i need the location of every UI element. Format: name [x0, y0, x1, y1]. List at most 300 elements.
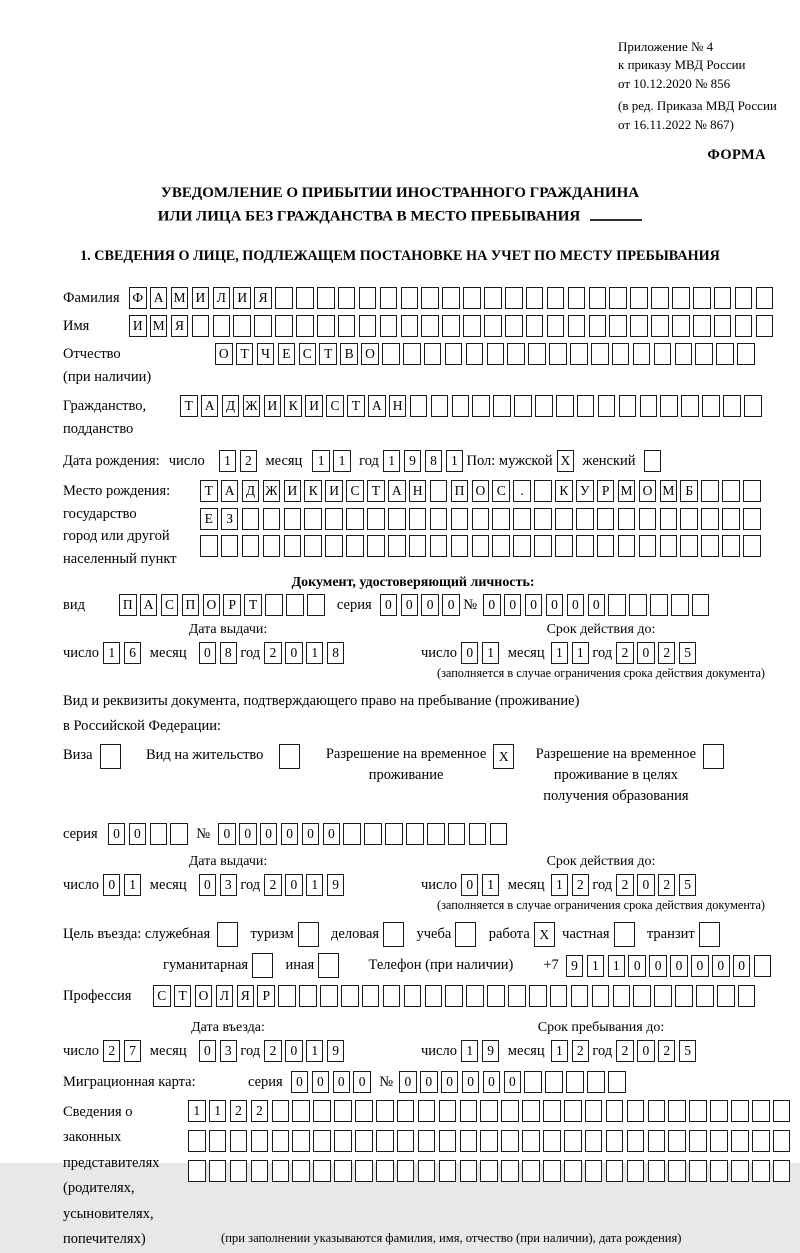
- char-cell[interactable]: [564, 1100, 582, 1122]
- char-cell[interactable]: Ф: [129, 287, 147, 309]
- char-cell[interactable]: [612, 343, 630, 365]
- sex-male-checkbox[interactable]: [557, 450, 578, 472]
- char-cell[interactable]: [317, 287, 335, 309]
- char-cell[interactable]: 1: [482, 642, 500, 664]
- char-cell[interactable]: [701, 535, 719, 557]
- char-cell[interactable]: [469, 823, 487, 845]
- char-cell[interactable]: [383, 985, 401, 1007]
- char-cell[interactable]: [630, 287, 648, 309]
- char-cell[interactable]: [564, 1160, 582, 1182]
- char-cell[interactable]: [452, 395, 470, 417]
- char-cell[interactable]: 1: [306, 874, 324, 896]
- char-cell[interactable]: [425, 985, 443, 1007]
- char-cell[interactable]: [608, 1071, 626, 1093]
- char-cell[interactable]: И: [233, 287, 251, 309]
- char-cell[interactable]: [472, 535, 490, 557]
- char-cell[interactable]: [505, 315, 523, 337]
- char-cell[interactable]: Н: [389, 395, 407, 417]
- char-cell[interactable]: [522, 1130, 540, 1152]
- char-cell[interactable]: X: [557, 450, 575, 472]
- visa-checkbox[interactable]: [100, 744, 124, 769]
- char-cell[interactable]: [382, 343, 400, 365]
- char-cell[interactable]: [150, 823, 168, 845]
- char-cell[interactable]: 0: [218, 823, 236, 845]
- char-cell[interactable]: [613, 985, 631, 1007]
- char-cell[interactable]: [639, 508, 657, 530]
- char-cell[interactable]: [380, 287, 398, 309]
- char-cell[interactable]: 0: [285, 874, 303, 896]
- char-cell[interactable]: [627, 1160, 645, 1182]
- char-cell[interactable]: 2: [264, 642, 282, 664]
- char-cell[interactable]: [299, 985, 317, 1007]
- char-cell[interactable]: Т: [367, 480, 385, 502]
- char-cell[interactable]: [556, 395, 574, 417]
- char-cell[interactable]: [564, 1130, 582, 1152]
- char-cell[interactable]: Т: [174, 985, 192, 1007]
- char-cell[interactable]: 0: [461, 642, 479, 664]
- char-cell[interactable]: О: [203, 594, 221, 616]
- char-cell[interactable]: 0: [567, 594, 585, 616]
- char-cell[interactable]: Е: [200, 508, 218, 530]
- char-cell[interactable]: [619, 395, 637, 417]
- char-cell[interactable]: [606, 1160, 624, 1182]
- char-cell[interactable]: 9: [566, 955, 584, 977]
- char-cell[interactable]: [376, 1100, 394, 1122]
- char-cell[interactable]: [343, 823, 361, 845]
- char-cell[interactable]: А: [201, 395, 219, 417]
- char-cell[interactable]: [292, 1160, 310, 1182]
- char-cell[interactable]: З: [221, 508, 239, 530]
- char-cell[interactable]: [529, 985, 547, 1007]
- char-cell[interactable]: [550, 985, 568, 1007]
- char-cell[interactable]: [242, 535, 260, 557]
- char-cell[interactable]: [338, 287, 356, 309]
- purpose-other-checkbox[interactable]: [318, 953, 342, 978]
- char-cell[interactable]: [752, 1130, 770, 1152]
- char-cell[interactable]: [535, 395, 553, 417]
- char-cell[interactable]: [279, 744, 300, 769]
- char-cell[interactable]: [716, 343, 734, 365]
- char-cell[interactable]: 0: [546, 594, 564, 616]
- char-cell[interactable]: 0: [420, 1071, 438, 1093]
- char-cell[interactable]: [522, 1160, 540, 1182]
- char-cell[interactable]: [513, 508, 531, 530]
- char-cell[interactable]: [589, 287, 607, 309]
- char-cell[interactable]: [200, 535, 218, 557]
- char-cell[interactable]: [355, 1130, 373, 1152]
- char-cell[interactable]: [534, 480, 552, 502]
- char-cell[interactable]: 0: [421, 594, 439, 616]
- char-cell[interactable]: [501, 1130, 519, 1152]
- char-cell[interactable]: [221, 535, 239, 557]
- char-cell[interactable]: [484, 315, 502, 337]
- char-cell[interactable]: [585, 1160, 603, 1182]
- char-cell[interactable]: [418, 1100, 436, 1122]
- char-cell[interactable]: Р: [597, 480, 615, 502]
- char-cell[interactable]: О: [639, 480, 657, 502]
- char-cell[interactable]: [591, 343, 609, 365]
- char-cell[interactable]: [487, 343, 505, 365]
- char-cell[interactable]: 0: [380, 594, 398, 616]
- char-cell[interactable]: И: [284, 480, 302, 502]
- char-cell[interactable]: [409, 508, 427, 530]
- char-cell[interactable]: [668, 1130, 686, 1152]
- char-cell[interactable]: [614, 922, 635, 947]
- char-cell[interactable]: [752, 1100, 770, 1122]
- char-cell[interactable]: [513, 535, 531, 557]
- char-cell[interactable]: [424, 343, 442, 365]
- char-cell[interactable]: [480, 1130, 498, 1152]
- char-cell[interactable]: 0: [461, 874, 479, 896]
- char-cell[interactable]: [334, 1160, 352, 1182]
- char-cell[interactable]: О: [215, 343, 233, 365]
- char-cell[interactable]: [660, 395, 678, 417]
- char-cell[interactable]: [522, 1100, 540, 1122]
- char-cell[interactable]: М: [660, 480, 678, 502]
- char-cell[interactable]: [460, 1100, 478, 1122]
- char-cell[interactable]: [618, 535, 636, 557]
- char-cell[interactable]: [296, 287, 314, 309]
- char-cell[interactable]: [388, 535, 406, 557]
- char-cell[interactable]: [430, 535, 448, 557]
- char-cell[interactable]: 0: [637, 1040, 655, 1062]
- char-cell[interactable]: 0: [239, 823, 257, 845]
- char-cell[interactable]: [418, 1130, 436, 1152]
- char-cell[interactable]: [549, 343, 567, 365]
- char-cell[interactable]: П: [182, 594, 200, 616]
- char-cell[interactable]: [439, 1130, 457, 1152]
- char-cell[interactable]: [230, 1160, 248, 1182]
- purpose-humanitarian-checkbox[interactable]: [252, 953, 276, 978]
- char-cell[interactable]: Я: [237, 985, 255, 1007]
- char-cell[interactable]: А: [388, 480, 406, 502]
- char-cell[interactable]: [304, 535, 322, 557]
- char-cell[interactable]: 1: [333, 450, 351, 472]
- char-cell[interactable]: [284, 535, 302, 557]
- char-cell[interactable]: И: [325, 480, 343, 502]
- char-cell[interactable]: [710, 1160, 728, 1182]
- char-cell[interactable]: В: [340, 343, 358, 365]
- char-cell[interactable]: 0: [291, 1071, 309, 1093]
- char-cell[interactable]: [298, 922, 319, 947]
- char-cell[interactable]: [696, 985, 714, 1007]
- char-cell[interactable]: [714, 315, 732, 337]
- char-cell[interactable]: [188, 1160, 206, 1182]
- char-cell[interactable]: [403, 343, 421, 365]
- char-cell[interactable]: Р: [223, 594, 241, 616]
- char-cell[interactable]: [460, 1130, 478, 1152]
- char-cell[interactable]: 0: [525, 594, 543, 616]
- char-cell[interactable]: [644, 450, 662, 472]
- char-cell[interactable]: [292, 1100, 310, 1122]
- char-cell[interactable]: [362, 985, 380, 1007]
- char-cell[interactable]: [409, 535, 427, 557]
- char-cell[interactable]: [100, 744, 121, 769]
- char-cell[interactable]: 1: [572, 642, 590, 664]
- char-cell[interactable]: С: [346, 480, 364, 502]
- char-cell[interactable]: [460, 1160, 478, 1182]
- char-cell[interactable]: [773, 1160, 791, 1182]
- char-cell[interactable]: [606, 1100, 624, 1122]
- char-cell[interactable]: [355, 1160, 373, 1182]
- char-cell[interactable]: [710, 1130, 728, 1152]
- char-cell[interactable]: 1: [306, 642, 324, 664]
- char-cell[interactable]: 0: [588, 594, 606, 616]
- char-cell[interactable]: [722, 508, 740, 530]
- char-cell[interactable]: 0: [637, 874, 655, 896]
- char-cell[interactable]: 0: [323, 823, 341, 845]
- char-cell[interactable]: [233, 315, 251, 337]
- char-cell[interactable]: 2: [230, 1100, 248, 1122]
- char-cell[interactable]: 5: [679, 874, 697, 896]
- char-cell[interactable]: [606, 1130, 624, 1152]
- char-cell[interactable]: 5: [679, 642, 697, 664]
- char-cell[interactable]: А: [140, 594, 158, 616]
- char-cell[interactable]: [547, 287, 565, 309]
- char-cell[interactable]: [325, 508, 343, 530]
- char-cell[interactable]: [451, 535, 469, 557]
- char-cell[interactable]: 0: [483, 594, 501, 616]
- char-cell[interactable]: [430, 480, 448, 502]
- char-cell[interactable]: [648, 1100, 666, 1122]
- char-cell[interactable]: [492, 535, 510, 557]
- char-cell[interactable]: [671, 594, 689, 616]
- residence-permit-checkbox[interactable]: [279, 744, 303, 769]
- char-cell[interactable]: [570, 343, 588, 365]
- char-cell[interactable]: [217, 922, 238, 947]
- char-cell[interactable]: 0: [628, 955, 646, 977]
- char-cell[interactable]: [703, 744, 724, 769]
- char-cell[interactable]: 0: [312, 1071, 330, 1093]
- char-cell[interactable]: [505, 287, 523, 309]
- char-cell[interactable]: [543, 1130, 561, 1152]
- char-cell[interactable]: [598, 395, 616, 417]
- char-cell[interactable]: [364, 823, 382, 845]
- purpose-work-checkbox[interactable]: [534, 922, 558, 947]
- char-cell[interactable]: 0: [649, 955, 667, 977]
- char-cell[interactable]: [320, 985, 338, 1007]
- char-cell[interactable]: 0: [285, 1040, 303, 1062]
- char-cell[interactable]: 2: [616, 874, 634, 896]
- char-cell[interactable]: [448, 823, 466, 845]
- char-cell[interactable]: [439, 1160, 457, 1182]
- temp-permit-checkbox[interactable]: [493, 744, 517, 769]
- char-cell[interactable]: [731, 1130, 749, 1152]
- char-cell[interactable]: [735, 315, 753, 337]
- char-cell[interactable]: И: [192, 287, 210, 309]
- char-cell[interactable]: 2: [572, 1040, 590, 1062]
- char-cell[interactable]: 0: [129, 823, 147, 845]
- char-cell[interactable]: [431, 395, 449, 417]
- char-cell[interactable]: [430, 508, 448, 530]
- char-cell[interactable]: С: [492, 480, 510, 502]
- char-cell[interactable]: 0: [285, 642, 303, 664]
- char-cell[interactable]: 5: [679, 1040, 697, 1062]
- char-cell[interactable]: [272, 1160, 290, 1182]
- char-cell[interactable]: [455, 922, 476, 947]
- char-cell[interactable]: Л: [216, 985, 234, 1007]
- char-cell[interactable]: [318, 953, 339, 978]
- char-cell[interactable]: 0: [302, 823, 320, 845]
- char-cell[interactable]: [597, 508, 615, 530]
- char-cell[interactable]: 2: [658, 1040, 676, 1062]
- char-cell[interactable]: Т: [347, 395, 365, 417]
- char-cell[interactable]: [555, 535, 573, 557]
- char-cell[interactable]: [421, 287, 439, 309]
- char-cell[interactable]: [597, 535, 615, 557]
- char-cell[interactable]: 1: [383, 450, 401, 472]
- char-cell[interactable]: А: [368, 395, 386, 417]
- char-cell[interactable]: [304, 508, 322, 530]
- char-cell[interactable]: [490, 823, 508, 845]
- char-cell[interactable]: [388, 508, 406, 530]
- char-cell[interactable]: 0: [670, 955, 688, 977]
- char-cell[interactable]: [737, 343, 755, 365]
- char-cell[interactable]: [592, 985, 610, 1007]
- char-cell[interactable]: [609, 315, 627, 337]
- char-cell[interactable]: 6: [124, 642, 142, 664]
- char-cell[interactable]: Т: [236, 343, 254, 365]
- char-cell[interactable]: 0: [199, 642, 217, 664]
- char-cell[interactable]: И: [264, 395, 282, 417]
- char-cell[interactable]: 1: [608, 955, 626, 977]
- char-cell[interactable]: [651, 315, 669, 337]
- char-cell[interactable]: 7: [124, 1040, 142, 1062]
- char-cell[interactable]: [633, 343, 651, 365]
- char-cell[interactable]: [668, 1160, 686, 1182]
- char-cell[interactable]: [528, 343, 546, 365]
- char-cell[interactable]: [492, 508, 510, 530]
- char-cell[interactable]: [756, 287, 774, 309]
- sex-female-checkbox[interactable]: [644, 450, 665, 472]
- char-cell[interactable]: .: [513, 480, 531, 502]
- char-cell[interactable]: [346, 535, 364, 557]
- char-cell[interactable]: [508, 985, 526, 1007]
- char-cell[interactable]: Т: [180, 395, 198, 417]
- char-cell[interactable]: [693, 287, 711, 309]
- char-cell[interactable]: [401, 315, 419, 337]
- char-cell[interactable]: [714, 287, 732, 309]
- char-cell[interactable]: [451, 508, 469, 530]
- char-cell[interactable]: [543, 1160, 561, 1182]
- char-cell[interactable]: [487, 985, 505, 1007]
- char-cell[interactable]: Д: [242, 480, 260, 502]
- char-cell[interactable]: Т: [200, 480, 218, 502]
- char-cell[interactable]: [383, 922, 404, 947]
- char-cell[interactable]: [265, 594, 283, 616]
- char-cell[interactable]: Б: [680, 480, 698, 502]
- char-cell[interactable]: [648, 1160, 666, 1182]
- char-cell[interactable]: 3: [220, 1040, 238, 1062]
- char-cell[interactable]: [717, 985, 735, 1007]
- char-cell[interactable]: [589, 315, 607, 337]
- char-cell[interactable]: [466, 343, 484, 365]
- char-cell[interactable]: У: [576, 480, 594, 502]
- char-cell[interactable]: [263, 508, 281, 530]
- char-cell[interactable]: Е: [278, 343, 296, 365]
- char-cell[interactable]: [359, 287, 377, 309]
- char-cell[interactable]: 8: [425, 450, 443, 472]
- char-cell[interactable]: [752, 1160, 770, 1182]
- char-cell[interactable]: [660, 508, 678, 530]
- char-cell[interactable]: [334, 1130, 352, 1152]
- char-cell[interactable]: [773, 1130, 791, 1152]
- char-cell[interactable]: [404, 985, 422, 1007]
- char-cell[interactable]: [710, 1100, 728, 1122]
- edu-permit-checkbox[interactable]: [703, 744, 727, 769]
- char-cell[interactable]: [397, 1130, 415, 1152]
- char-cell[interactable]: О: [361, 343, 379, 365]
- char-cell[interactable]: [507, 343, 525, 365]
- char-cell[interactable]: [577, 395, 595, 417]
- char-cell[interactable]: [359, 315, 377, 337]
- char-cell[interactable]: [445, 343, 463, 365]
- char-cell[interactable]: Р: [257, 985, 275, 1007]
- char-cell[interactable]: 0: [199, 874, 217, 896]
- char-cell[interactable]: [397, 1160, 415, 1182]
- char-cell[interactable]: [170, 823, 188, 845]
- char-cell[interactable]: [341, 985, 359, 1007]
- char-cell[interactable]: [480, 1160, 498, 1182]
- char-cell[interactable]: К: [304, 480, 322, 502]
- char-cell[interactable]: О: [472, 480, 490, 502]
- char-cell[interactable]: [568, 287, 586, 309]
- char-cell[interactable]: 0: [691, 955, 709, 977]
- char-cell[interactable]: [275, 315, 293, 337]
- char-cell[interactable]: 8: [327, 642, 345, 664]
- char-cell[interactable]: 1: [551, 874, 569, 896]
- char-cell[interactable]: [576, 508, 594, 530]
- char-cell[interactable]: [278, 985, 296, 1007]
- char-cell[interactable]: 2: [658, 874, 676, 896]
- char-cell[interactable]: И: [305, 395, 323, 417]
- char-cell[interactable]: [286, 594, 304, 616]
- char-cell[interactable]: [744, 395, 762, 417]
- char-cell[interactable]: С: [161, 594, 179, 616]
- char-cell[interactable]: X: [493, 744, 514, 769]
- char-cell[interactable]: 8: [220, 642, 238, 664]
- char-cell[interactable]: 1: [312, 450, 330, 472]
- char-cell[interactable]: Я: [254, 287, 272, 309]
- char-cell[interactable]: Л: [213, 287, 231, 309]
- char-cell[interactable]: [397, 1100, 415, 1122]
- char-cell[interactable]: 1: [219, 450, 237, 472]
- char-cell[interactable]: [418, 1160, 436, 1182]
- char-cell[interactable]: [756, 315, 774, 337]
- char-cell[interactable]: [731, 1100, 749, 1122]
- char-cell[interactable]: [555, 508, 573, 530]
- char-cell[interactable]: [325, 535, 343, 557]
- char-cell[interactable]: [524, 1071, 542, 1093]
- char-cell[interactable]: 0: [462, 1071, 480, 1093]
- char-cell[interactable]: [272, 1130, 290, 1152]
- char-cell[interactable]: [526, 287, 544, 309]
- char-cell[interactable]: [585, 1130, 603, 1152]
- char-cell[interactable]: 1: [551, 1040, 569, 1062]
- char-cell[interactable]: [722, 480, 740, 502]
- char-cell[interactable]: [650, 594, 668, 616]
- char-cell[interactable]: 2: [264, 1040, 282, 1062]
- char-cell[interactable]: [410, 395, 428, 417]
- char-cell[interactable]: [534, 535, 552, 557]
- char-cell[interactable]: [689, 1100, 707, 1122]
- char-cell[interactable]: [654, 985, 672, 1007]
- char-cell[interactable]: 1: [482, 874, 500, 896]
- purpose-business-checkbox[interactable]: [383, 922, 407, 947]
- char-cell[interactable]: [630, 315, 648, 337]
- char-cell[interactable]: [472, 395, 490, 417]
- char-cell[interactable]: [346, 508, 364, 530]
